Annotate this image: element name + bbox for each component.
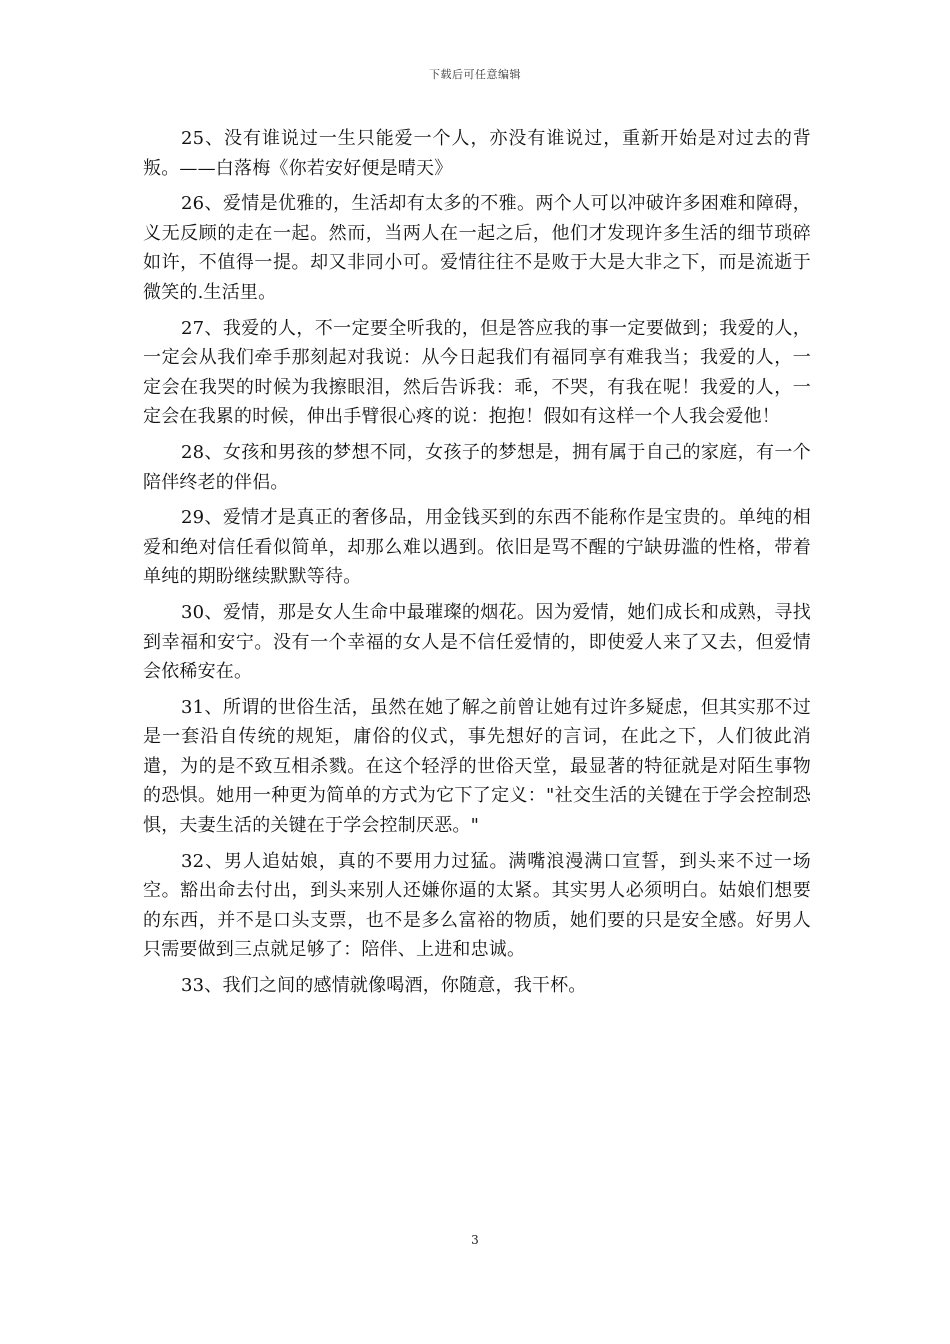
document-body	[143, 124, 811, 1007]
paragraph-33: 33、我们之间的感情就像喝酒，你随意，我干杯。	[181, 975, 587, 997]
paragraph-25: 25、没有谁说过一生只能爱一个人，亦没有谁说过，重新开始是对过去的背叛。——白落梅《你若安好便是晴天》	[143, 128, 811, 179]
paragraph-30: 30、爱情，那是女人生命中最璀璨的烟花。因为爱情，她们成长和成熟，寻找到幸福和安宁。没有一个幸福的女人是不信任爱情的，即使爱人来了又去，但爱情会依稀安在。	[143, 601, 811, 683]
paragraph-29: 29、爱情才是真正的奢侈品，用金钱买到的东西不能称作是宝贵的。单纯的相爱和绝对信任看似简单，却那么难以遇到。依旧是骂不醒的宁缺毋滥的性格，带着单纯的期盼继续默默等待。	[143, 507, 811, 588]
paragraph-28: 28、女孩和男孩的梦想不同，女孩子的梦想是，拥有属于自己的家庭，有一个陪伴终老的伴侣。	[143, 441, 811, 493]
page-header: 下载后可任意编辑	[429, 68, 521, 81]
paragraph-31: 31、所谓的世俗生活，虽然在她了解之前曾让她有过许多疑虑，但其实那不过是一套沿自传统的规矩，庸俗的仪式，事先想好的言词，在此之下，人们彼此消遣，为的是不致互相杀戮。在这个轻浮的世俗天堂，最显著的特征就是对陌生事物的恐惧。她用一种更为简单的方式为它下了定义："社交生活的关键在于学会控制恐惧，夫妻生活的关键在于学会控制厌恶。"	[143, 696, 811, 837]
paragraph-32: 32、男人追姑娘，真的不要用力过猛。满嘴浪漫满口宣誓，到头来不过一场空。豁出命去付出，到头来别人还嫌你逼的太紧。其实男人必须明白。姑娘们想要的东西，并不是口头支票，也不是多么富裕的物质，她们要的只是安全感。好男人只需要做到三点就足够了：陪伴、上进和忠诚。	[143, 850, 811, 961]
paragraph-27: 27、我爱的人，不一定要全听我的，但是答应我的事一定要做到；我爱的人，一定会从我们牵手那刻起对我说：从今日起我们有福同享有难我当；我爱的人，一定会在我哭的时候为我擦眼泪，然后告诉我：乖，不哭，有我在呢！我爱的人，一定会在我累的时候，伸出手臂很心疼的说：抱抱！假如有这样一个人我会爱他！	[143, 317, 811, 428]
page-number: 3	[471, 1233, 479, 1247]
paragraph-26: 26、爱情是优雅的，生活却有太多的不雅。两个人可以冲破许多困难和障碍，义无反顾的走在一起。然而，当两人在一起之后，他们才发现许多生活的细节琐碎如许，不值得一提。却又非同小可。爱情往往不是败于大是大非之下，而是流逝于微笑的.生活里。	[143, 193, 811, 303]
